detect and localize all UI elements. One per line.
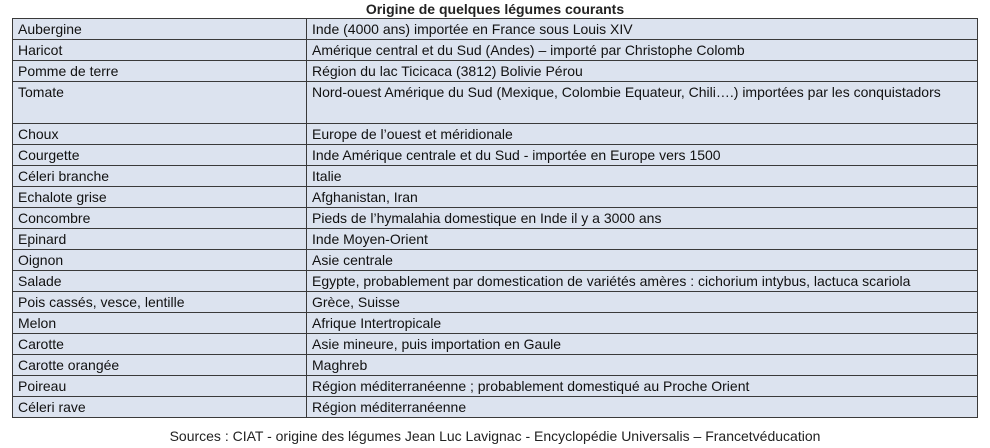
vegetable-origin-cell: Egypte, probablement par domestication de variétés amères : cichorium intybus, lactuca scariola	[307, 271, 978, 292]
vegetable-name-cell: Tomate	[13, 82, 307, 124]
vegetable-origin-cell: Asie centrale	[307, 250, 978, 271]
vegetable-origin-cell: Grèce, Suisse	[307, 292, 978, 313]
vegetable-origin-cell: Inde Moyen-Orient	[307, 229, 978, 250]
table-row	[13, 271, 978, 292]
vegetable-name-cell: Pomme de terre	[13, 61, 307, 82]
vegetable-origin-cell: Inde Amérique centrale et du Sud - importée en Europe vers 1500	[307, 145, 978, 166]
vegetable-name-cell: Melon	[13, 313, 307, 334]
vegetable-origin-cell: Afrique Intertropicale	[307, 313, 978, 334]
table-row	[13, 145, 978, 166]
vegetable-name-cell: Echalote grise	[13, 187, 307, 208]
table-row	[13, 355, 978, 376]
vegetable-name-cell: Pois cassés, vesce, lentille	[13, 292, 307, 313]
table-row	[13, 124, 978, 145]
table-row	[13, 376, 978, 397]
table-row	[13, 61, 978, 82]
table-row	[13, 40, 978, 61]
table-body	[13, 19, 978, 418]
vegetable-name-cell: Epinard	[13, 229, 307, 250]
table-row	[13, 187, 978, 208]
vegetable-name-cell: Salade	[13, 271, 307, 292]
vegetable-origin-cell: Asie mineure, puis importation en Gaule	[307, 334, 978, 355]
vegetable-origin-cell: Italie	[307, 166, 978, 187]
table-row	[13, 208, 978, 229]
vegetable-origin-cell: Amérique central et du Sud (Andes) – importé par Christophe Colomb	[307, 40, 978, 61]
table-row	[13, 250, 978, 271]
table-row	[13, 229, 978, 250]
table-row	[13, 19, 978, 40]
vegetable-origin-cell: Pieds de l’hymalahia domestique en Inde il y a 3000 ans	[307, 208, 978, 229]
vegetable-origin-cell: Afghanistan, Iran	[307, 187, 978, 208]
page-title: Origine de quelques légumes courants	[365, 1, 625, 17]
vegetable-origin-table	[12, 18, 978, 418]
vegetable-name-cell: Choux	[13, 124, 307, 145]
vegetable-origin-cell: Région méditerranéenne	[307, 397, 978, 418]
vegetable-origin-cell: Inde (4000 ans) importée en France sous Louis XIV	[307, 19, 978, 40]
table-row	[13, 313, 978, 334]
table-row	[13, 166, 978, 187]
vegetable-name-cell: Courgette	[13, 145, 307, 166]
vegetable-name-cell: Carotte	[13, 334, 307, 355]
vegetable-origin-cell: Maghreb	[307, 355, 978, 376]
table-row	[13, 292, 978, 313]
vegetable-name-cell: Carotte orangée	[13, 355, 307, 376]
table-row	[13, 82, 978, 124]
vegetable-origin-cell: Nord-ouest Amérique du Sud (Mexique, Colombie Equateur, Chili….) importées par les conquistadors	[307, 82, 978, 124]
table-row	[13, 397, 978, 418]
vegetable-name-cell: Concombre	[13, 208, 307, 229]
vegetable-origin-cell: Région méditerranéenne ; probablement domestiqué au Proche Orient	[307, 376, 978, 397]
sources-note: Sources : CIAT - origine des légumes Jean Luc Lavignac - Encyclopédie Universalis – Francetvéducation	[169, 428, 821, 444]
vegetable-origin-cell: Europe de l’ouest et méridionale	[307, 124, 978, 145]
vegetable-name-cell: Poireau	[13, 376, 307, 397]
vegetable-origin-cell: Région du lac Ticicaca (3812) Bolivie Pérou	[307, 61, 978, 82]
vegetable-name-cell: Céleri rave	[13, 397, 307, 418]
vegetable-name-cell: Oignon	[13, 250, 307, 271]
table-row	[13, 334, 978, 355]
vegetable-name-cell: Haricot	[13, 40, 307, 61]
vegetable-name-cell: Céleri branche	[13, 166, 307, 187]
vegetable-name-cell: Aubergine	[13, 19, 307, 40]
